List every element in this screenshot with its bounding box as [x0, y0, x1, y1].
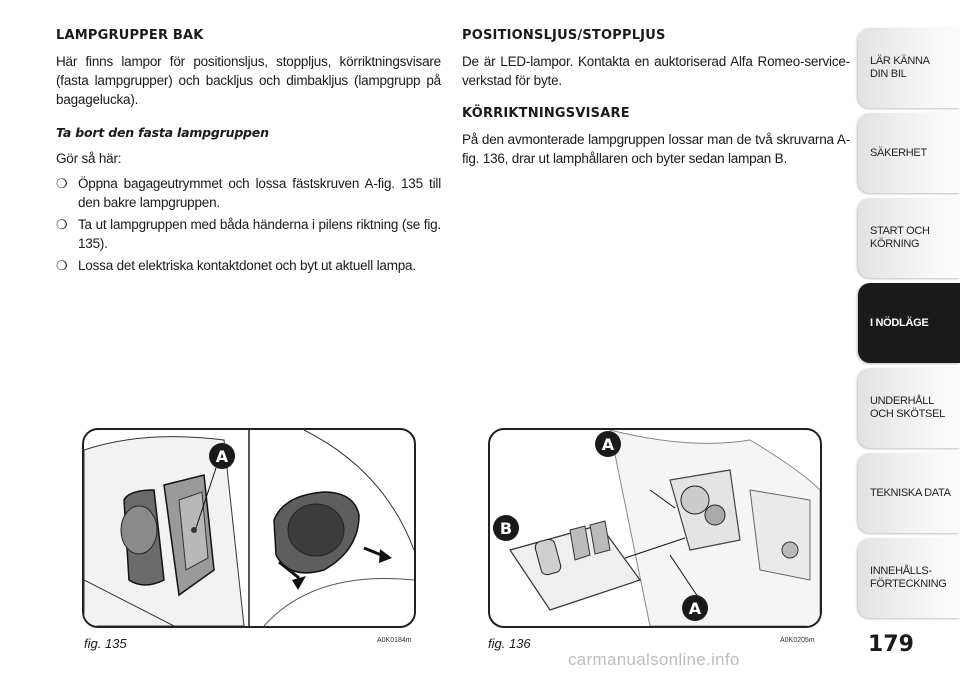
subsection-heading: Ta bort den fasta lampgruppen: [56, 125, 269, 140]
page-number: 179: [868, 632, 914, 657]
chapter-tabs: [858, 28, 960, 623]
intro-paragraph: Här finns lampor för positionsljus, stoppljus, körriktningsvisare (fasta lampgrupper) och backljus och dimbakljus (lampgrupp på bagagelucka).: [56, 54, 441, 107]
tail-lamp-removal-drawing: [84, 430, 414, 626]
tab-label: INNEHÅLLS- FÖRTECKNING: [870, 565, 947, 590]
left-column: [56, 26, 441, 278]
tab-label: TEKNISKA DATA: [870, 486, 951, 499]
lead-text: Gör så här:: [56, 151, 122, 166]
list-item: [56, 256, 441, 275]
figure-136-code: A0K0205m: [780, 637, 815, 644]
callout-a-label: A: [601, 435, 615, 454]
figure-135-caption: fig. 135: [84, 636, 127, 651]
section-heading: POSITIONSLJUS/STOPPLJUS: [462, 28, 666, 43]
tab-start-och-korning[interactable]: [858, 198, 960, 278]
bullet-icon: ❍: [56, 176, 68, 191]
turn-signal-bulb-drawing: [490, 430, 820, 626]
tab-innehallsforteckning[interactable]: [858, 538, 960, 618]
paragraph: De är LED-lampor. Kontakta en auktoriserad Alfa Romeo-service-verkstad för byte.: [462, 54, 850, 88]
tab-i-nodlage[interactable]: [858, 283, 960, 363]
callout-a-label: A: [688, 599, 702, 618]
tab-underhall-och-skotsel[interactable]: [858, 368, 960, 448]
list-item-text: Öppna bagageutrymmet och lossa fästskruven A-fig. 135 till den bakre lampgruppen.: [78, 176, 441, 210]
section-heading: LAMPGRUPPER BAK: [56, 28, 204, 43]
paragraph: På den avmonterade lampgruppen lossar man de två skruvarna A-fig. 136, drar ut lamphållaren och byter sedan lampan B.: [462, 132, 850, 166]
callout-a-label: A: [215, 447, 229, 466]
list-item-text: Lossa det elektriska kontaktdonet och byt ut aktuell lampa.: [78, 258, 416, 273]
bullet-icon: ❍: [56, 258, 68, 273]
tab-lar-kanna-din-bil[interactable]: [858, 28, 960, 108]
list-item: [56, 215, 441, 253]
tab-label: START OCH KÖRNING: [870, 225, 930, 250]
list-item-text: Ta ut lampgruppen med båda händerna i pilens riktning (se fig. 135).: [78, 217, 441, 251]
list-item: [56, 174, 441, 212]
tab-sakerhet[interactable]: [858, 113, 960, 193]
figure-135-code: A0K0184m: [377, 637, 412, 644]
bullet-icon: ❍: [56, 217, 68, 232]
tab-label: I NÖDLÄGE: [870, 316, 929, 329]
tab-label: LÄR KÄNNA DIN BIL: [870, 55, 930, 80]
callout-b-label: B: [499, 519, 513, 538]
figure-135-illustration: [82, 428, 416, 628]
tab-label: SÄKERHET: [870, 146, 927, 159]
right-column: [462, 26, 850, 174]
tab-label: UNDERHÅLL OCH SKÖTSEL: [870, 395, 945, 420]
watermark: carmanualsonline.info: [568, 650, 740, 669]
tab-tekniska-data[interactable]: [858, 453, 960, 533]
figure-136-caption: fig. 136: [488, 636, 531, 651]
section-heading: KÖRRIKTNINGSVISARE: [462, 106, 630, 121]
figure-136-illustration: [488, 428, 822, 628]
